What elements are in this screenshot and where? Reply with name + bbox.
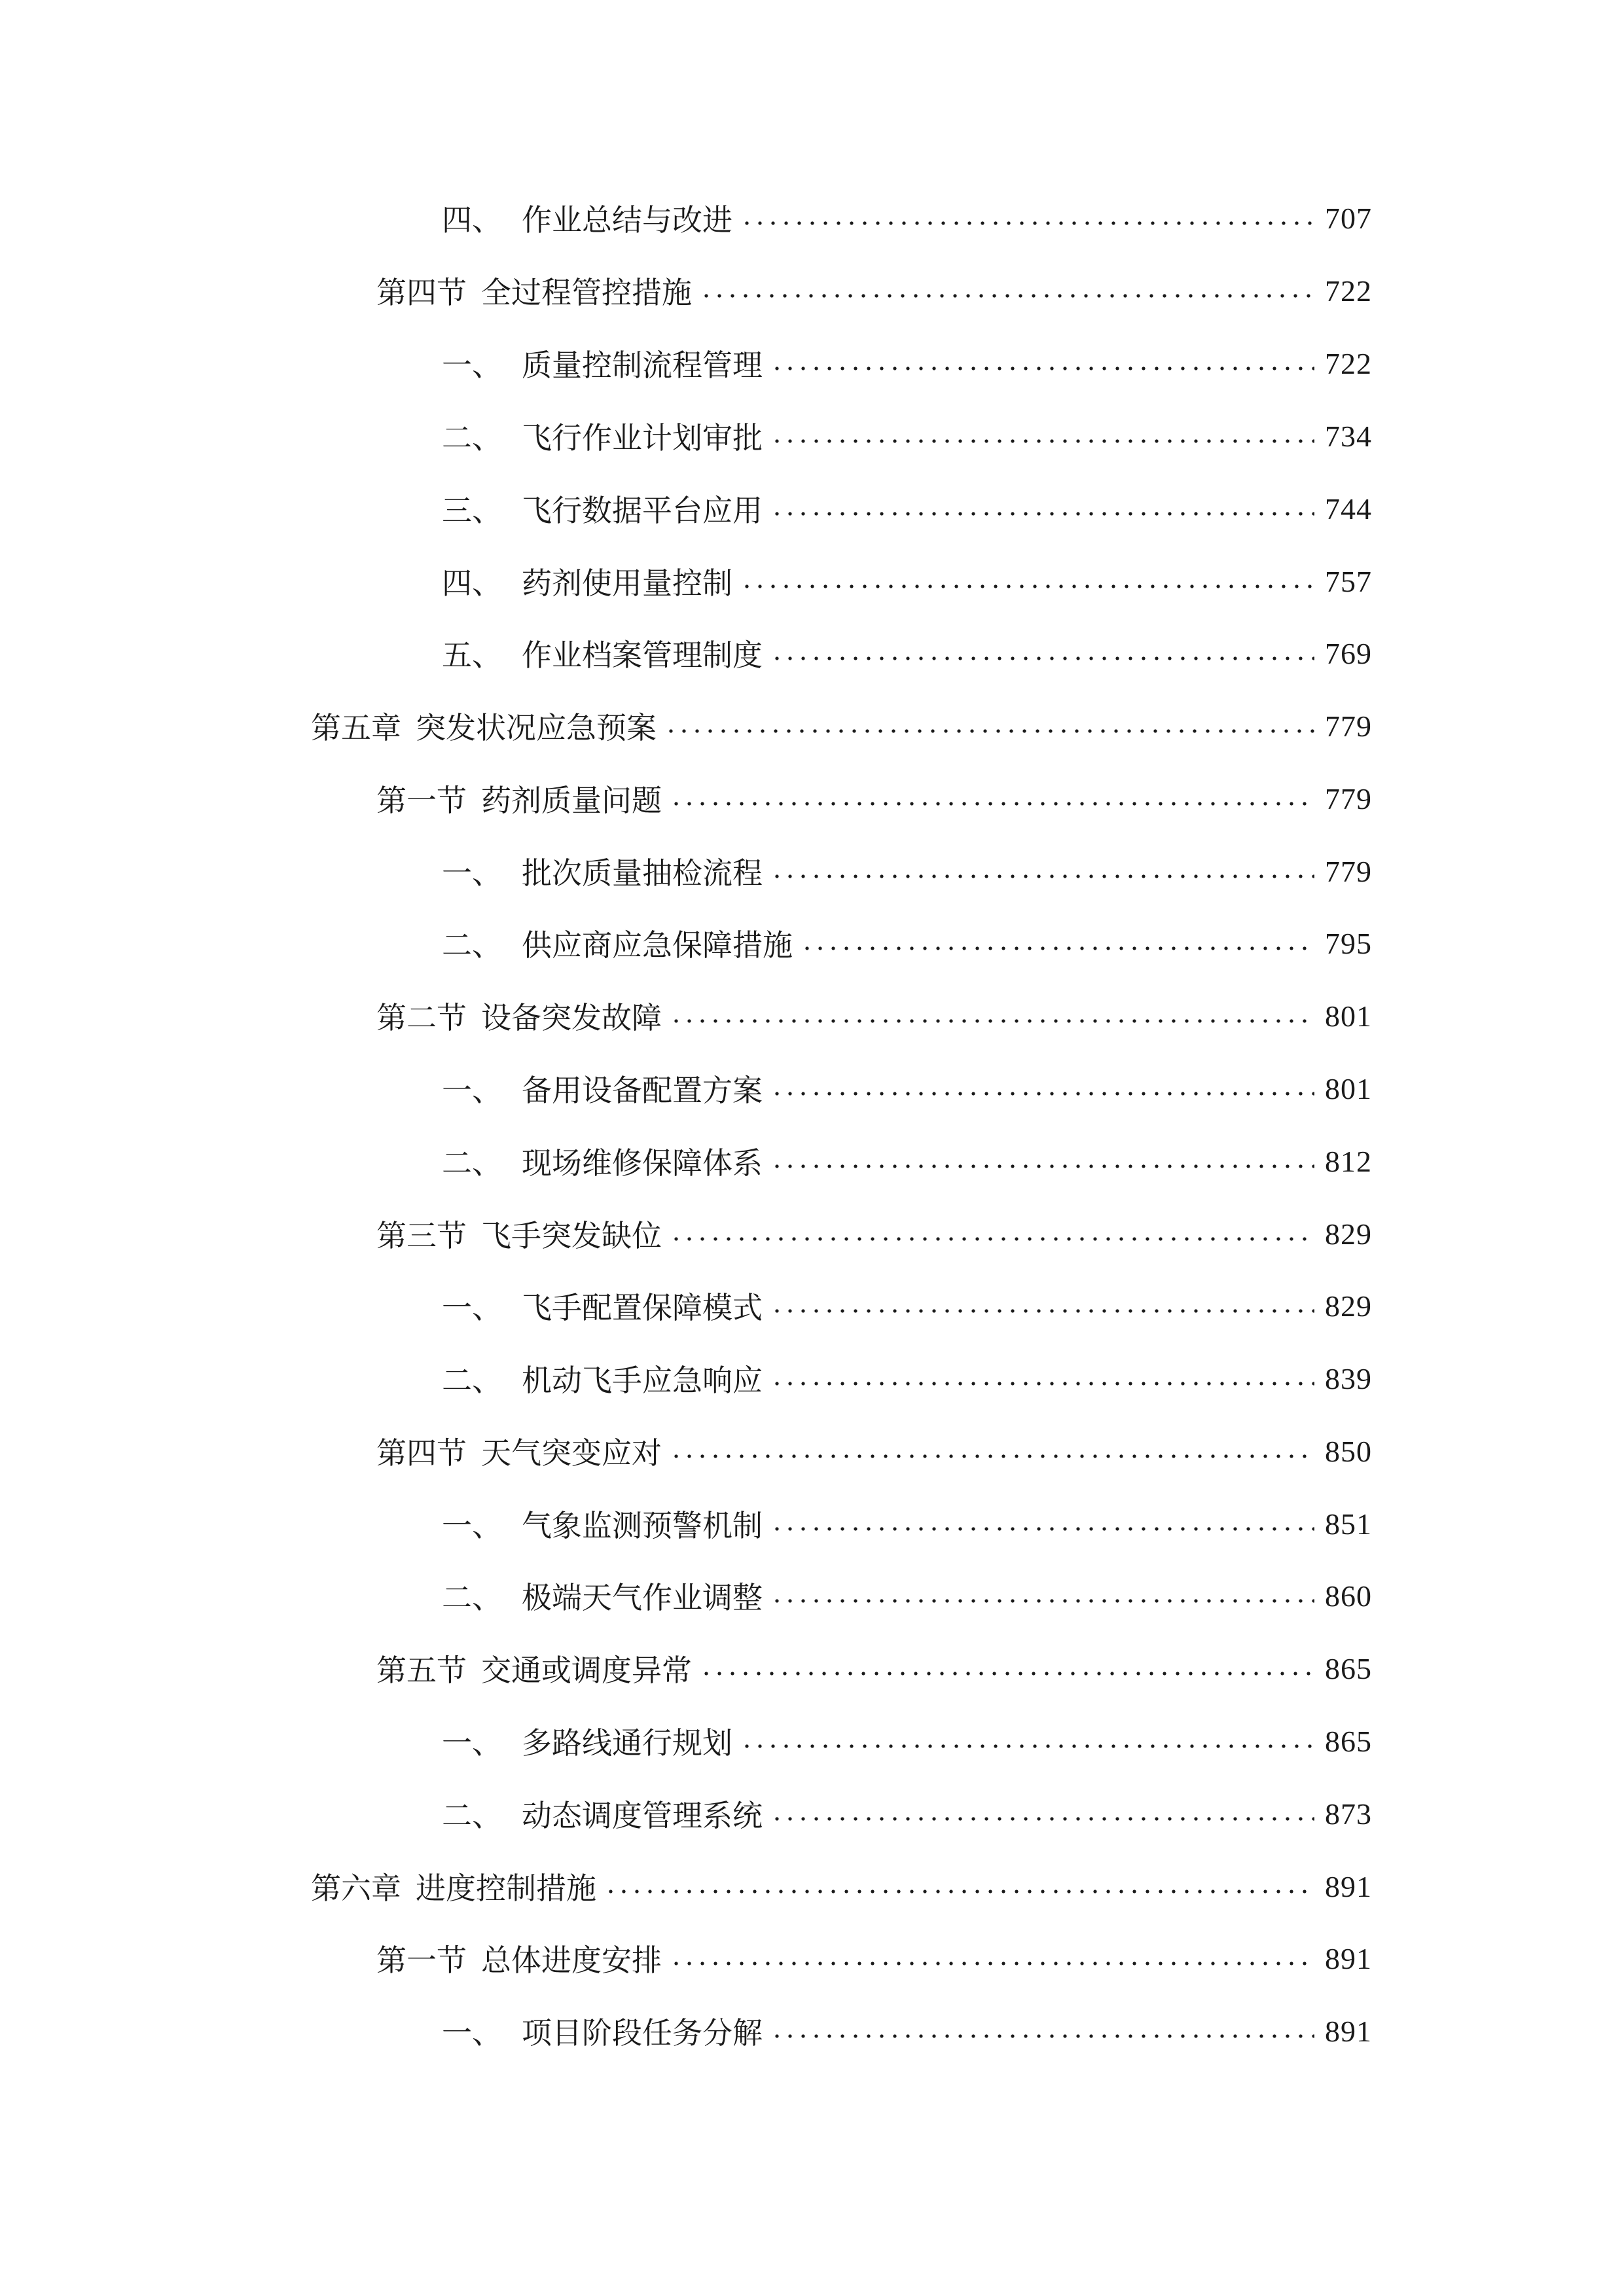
- toc-entry-title: 药剂使用量控制: [522, 565, 732, 601]
- toc-entry-page: 850: [1325, 1434, 1372, 1468]
- toc-entry-page: 801: [1325, 999, 1372, 1033]
- toc-entry[interactable]: [442, 192, 1372, 244]
- toc-entry[interactable]: [442, 1715, 1372, 1767]
- toc-entry-page: 779: [1325, 709, 1372, 743]
- toc-entry-number: 第一节: [376, 1943, 467, 1978]
- toc-entry-number: 第三节: [376, 1218, 467, 1253]
- toc-entry-number: 五、: [442, 637, 502, 673]
- toc-entry[interactable]: [376, 1642, 1372, 1695]
- toc-entry-page: 860: [1325, 1579, 1372, 1613]
- toc-entry-number: 第六章: [311, 1871, 401, 1906]
- dot-leader: [770, 366, 1314, 371]
- toc-entry-number: 第一节: [376, 783, 467, 818]
- dot-leader: [770, 1308, 1314, 1314]
- toc-entry[interactable]: [376, 264, 1372, 317]
- dot-leader: [770, 439, 1314, 444]
- toc-entry-title: 供应商应急保障措施: [522, 927, 793, 963]
- toc-entry-number: 一、: [442, 348, 502, 383]
- toc-entry-title: 飞行作业计划审批: [522, 420, 763, 456]
- toc-entry-title: 药剂质量问题: [481, 783, 662, 818]
- toc-entry[interactable]: [442, 337, 1372, 389]
- toc-entry-number: 第五章: [311, 710, 401, 745]
- toc-entry-title: 动态调度管理系统: [522, 1798, 763, 1833]
- toc-entry-page: 891: [1325, 1869, 1372, 1903]
- toc-entry-title: 备用设备配置方案: [522, 1073, 763, 1108]
- toc-entry[interactable]: [442, 2005, 1372, 2057]
- toc-entry-title: 质量控制流程管理: [522, 348, 763, 383]
- toc-entry-number: 第四节: [376, 1435, 467, 1471]
- toc-entry-number: 二、: [442, 1798, 502, 1833]
- toc-entry-number: 二、: [442, 420, 502, 456]
- dot-leader: [700, 1671, 1314, 1676]
- toc-entry[interactable]: [442, 1570, 1372, 1622]
- toc-entry-page: 769: [1325, 636, 1372, 670]
- toc-entry-page: 779: [1325, 781, 1372, 816]
- toc-entry-page: 779: [1325, 854, 1372, 888]
- toc-entry-page: 707: [1325, 201, 1372, 235]
- toc-entry-number: 三、: [442, 493, 502, 528]
- toc-entry-title: 飞行数据平台应用: [522, 493, 763, 528]
- toc-entry-page: 851: [1325, 1507, 1372, 1541]
- toc-entry-number: 一、: [442, 2015, 502, 2051]
- dot-leader: [770, 1164, 1314, 1169]
- toc-entry[interactable]: [376, 1208, 1372, 1260]
- toc-entry-page: 757: [1325, 564, 1372, 598]
- toc-entry-title: 气象监测预警机制: [522, 1508, 763, 1543]
- toc-entry-title: 作业档案管理制度: [522, 637, 763, 673]
- toc-entry-number: 二、: [442, 1145, 502, 1181]
- toc-entry-number: 一、: [442, 855, 502, 891]
- toc-entry-number: 四、: [442, 202, 502, 238]
- toc-entry-title: 突发状况应急预案: [416, 710, 657, 745]
- dot-leader: [670, 1236, 1314, 1242]
- dot-leader: [664, 728, 1314, 734]
- toc-entry-page: 801: [1325, 1071, 1372, 1105]
- dot-leader: [770, 1526, 1314, 1532]
- toc-entry-title: 飞手配置保障模式: [522, 1290, 763, 1325]
- toc-entry[interactable]: [442, 1062, 1372, 1115]
- toc-entry-page: 722: [1325, 346, 1372, 380]
- toc-entry-page: 873: [1325, 1797, 1372, 1831]
- toc-entry[interactable]: [442, 917, 1372, 969]
- dot-leader: [770, 1598, 1314, 1604]
- toc-entry[interactable]: [442, 1280, 1372, 1332]
- toc-entry[interactable]: [442, 410, 1372, 462]
- toc-entry-title: 设备突发故障: [481, 1000, 662, 1035]
- dot-leader: [740, 1744, 1314, 1749]
- toc-entry[interactable]: [442, 482, 1372, 535]
- toc-entry-page: 829: [1325, 1217, 1372, 1251]
- toc-entry-page: 891: [1325, 1941, 1372, 1975]
- toc-entry[interactable]: [376, 990, 1372, 1042]
- toc-entry-title: 全过程管控措施: [481, 275, 692, 310]
- dot-leader: [604, 1889, 1314, 1894]
- toc-entry[interactable]: [442, 627, 1372, 679]
- dot-leader: [770, 511, 1314, 516]
- toc-entry[interactable]: [442, 555, 1372, 607]
- toc-entry-number: 四、: [442, 565, 502, 601]
- dot-leader: [770, 874, 1314, 879]
- toc-entry-page: 839: [1325, 1361, 1372, 1395]
- toc-entry-page: 865: [1325, 1651, 1372, 1685]
- toc-entry-title: 总体进度安排: [481, 1943, 662, 1978]
- dot-leader: [670, 1961, 1314, 1966]
- toc-entry-number: 二、: [442, 1363, 502, 1398]
- toc-entry-number: 第四节: [376, 275, 467, 310]
- toc-entry-number: 二、: [442, 927, 502, 963]
- toc-entry[interactable]: [442, 1352, 1372, 1405]
- toc-entry[interactable]: [311, 1860, 1372, 1912]
- toc-entry-title: 批次质量抽检流程: [522, 855, 763, 891]
- dot-leader: [670, 1454, 1314, 1459]
- toc-entry[interactable]: [442, 1787, 1372, 1840]
- toc-entry[interactable]: [376, 1932, 1372, 1984]
- toc-entry-page: 829: [1325, 1289, 1372, 1323]
- toc-entry-page: 891: [1325, 2014, 1372, 2048]
- toc-entry-title: 现场维修保障体系: [522, 1145, 763, 1181]
- toc-entry-title: 极端天气作业调整: [522, 1580, 763, 1615]
- toc-entry[interactable]: [311, 700, 1372, 752]
- toc-entry[interactable]: [376, 1425, 1372, 1477]
- toc-entry-title: 飞手突发缺位: [481, 1218, 662, 1253]
- toc-entry-title: 项目阶段任务分解: [522, 2015, 763, 2051]
- toc-entry-page: 865: [1325, 1724, 1372, 1758]
- dot-leader: [700, 293, 1314, 298]
- dot-leader: [770, 1381, 1314, 1386]
- toc-entry[interactable]: [442, 845, 1372, 897]
- toc-entry-title: 天气突变应对: [481, 1435, 662, 1471]
- toc-entry-number: 一、: [442, 1073, 502, 1108]
- toc-entry-page: 795: [1325, 926, 1372, 960]
- toc-entry[interactable]: [442, 1135, 1372, 1187]
- dot-leader: [670, 801, 1314, 806]
- dot-leader: [740, 584, 1314, 589]
- toc-entry-page: 734: [1325, 419, 1372, 453]
- toc-entry-number: 二、: [442, 1580, 502, 1615]
- toc-entry-number: 一、: [442, 1290, 502, 1325]
- toc-entry-title: 交通或调度异常: [481, 1653, 692, 1688]
- toc-entry-title: 进度控制措施: [416, 1871, 596, 1906]
- toc-entry[interactable]: [442, 1498, 1372, 1550]
- toc-entry-number: 第二节: [376, 1000, 467, 1035]
- toc-entry-title: 作业总结与改进: [522, 202, 732, 238]
- dot-leader: [770, 1091, 1314, 1096]
- dot-leader: [770, 1816, 1314, 1821]
- toc-entry-number: 一、: [442, 1725, 502, 1761]
- dot-leader: [770, 656, 1314, 661]
- toc-entry-page: 812: [1325, 1144, 1372, 1178]
- toc-entry[interactable]: [376, 772, 1372, 825]
- dot-leader: [670, 1018, 1314, 1024]
- toc-entry-number: 第五节: [376, 1653, 467, 1688]
- toc-entry-page: 722: [1325, 274, 1372, 308]
- toc-entry-number: 一、: [442, 1508, 502, 1543]
- dot-leader: [801, 946, 1314, 951]
- dot-leader: [740, 221, 1314, 226]
- toc-entry-page: 744: [1325, 492, 1372, 526]
- toc-entry-title: 机动飞手应急响应: [522, 1363, 763, 1398]
- dot-leader: [770, 2034, 1314, 2039]
- toc-entry-title: 多路线通行规划: [522, 1725, 732, 1761]
